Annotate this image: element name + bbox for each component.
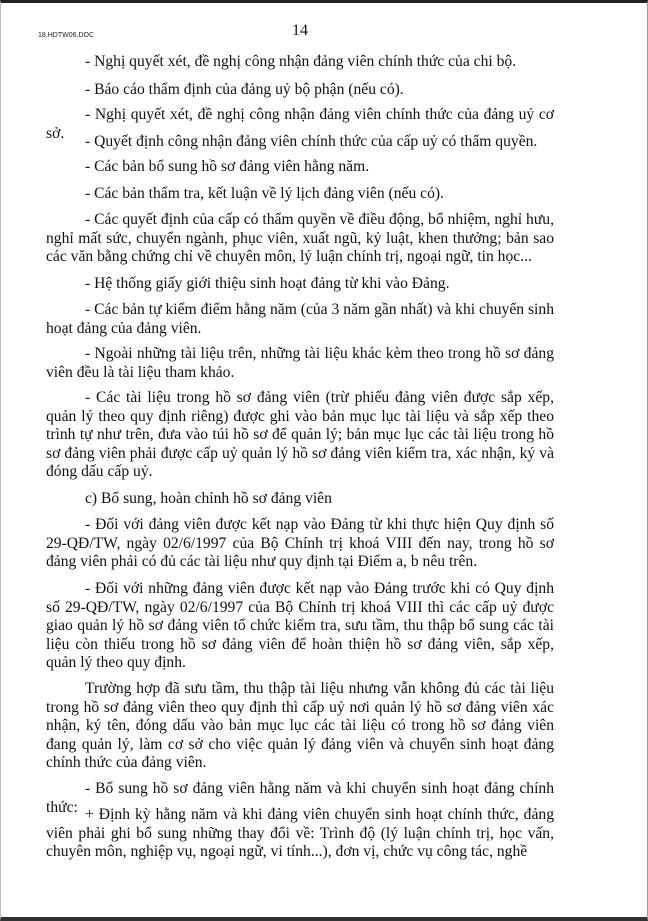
paragraph: - Các bản tự kiểm điểm hằng năm (của 3 năm gần nhất) và khi chuyển sinh hoạt đảng của đảng viên. (46, 301, 554, 337)
paragraph: - Đối với những đảng viên được kết nạp vào Đảng trước khi có Quy định số 29-QĐ/TW, ngày 02/6/1997 của Bộ Chính trị khoá VIII thì các cấp uỷ được giao quản lý hồ sơ đảng viên tổ chức kiểm tra, sưu tầm, thu thập bổ sung các tài liệu còn thiếu trong hồ sơ đảng viên để hoàn thiện hồ sơ đảng viên, sắp xếp, quản lý theo quy định. (46, 580, 554, 672)
paragraph: - Các quyết định của cấp có thẩm quyền về điều động, bổ nhiệm, nghỉ hưu, nghỉ mất sức, chuyển ngành, phục viên, xuất ngũ, kỷ luật, khen thưởng; bản sao các văn bằng chứng chỉ về chuyên môn, lý luận chính trị, ngoại ngữ, tin học... (46, 211, 554, 266)
paragraph: - Các bản thẩm tra, kết luận về lý lịch đảng viên (nếu có). (85, 185, 444, 202)
paragraph: - Các bản bổ sung hồ sơ đảng viên hằng năm. (85, 158, 370, 175)
paragraph: - Báo cáo thẩm định của đảng uỷ bộ phận (nếu có). (85, 81, 404, 98)
paragraph: - Nghị quyết xét, đề nghị công nhận đảng viên chính thức của đảng uỷ cơ sở. (46, 106, 554, 142)
paragraph: - Ngoài những tài liệu trên, những tài liệu khác kèm theo trong hồ sơ đảng viên đều là tài liệu tham khảo. (46, 345, 554, 381)
paragraph: - Bổ sung hồ sơ đảng viên hằng năm và khi chuyển sinh hoạt đảng chính thức: (46, 780, 554, 816)
paragraph: - Hệ thống giấy giới thiệu sinh hoạt đảng từ khi vào Đảng. (85, 275, 450, 292)
section-heading: c) Bổ sung, hoàn chỉnh hồ sơ đảng viên (85, 490, 332, 507)
paragraph: Trường hợp đã sưu tầm, thu thập tài liệu nhưng vẫn không đủ các tài liệu trong hồ sơ đảng viên theo quy định thì cấp uỷ nơi quản lý hồ sơ đảng viên xác nhận, ký tên, đóng dấu vào bản mục lục các tài liệu có trong hồ sơ đảng viên đang quản lý, làm cơ sở cho việc quản lý đảng viên và chuyển sinh hoạt đảng chính thức của đảng viên. (46, 680, 554, 772)
paragraph: - Các tài liệu trong hồ sơ đảng viên (trừ phiếu đảng viên được sắp xếp, quản lý theo quy định riêng) được ghi vào bản mục lục tài liệu và sắp xếp theo trình tự như trên, đưa vào túi hồ sơ để quản lý; bản mục lục các tài liệu trong hồ sơ đảng viên phải được cấp uỷ quản lý hồ sơ đảng viên kiểm tra, xác nhận, ký và đóng dấu cấp uỷ. (46, 389, 554, 481)
paragraph: + Định kỳ hằng năm và khi đảng viên chuyển sinh hoạt chính thức, đảng viên phải ghi bổ sung những thay đổi về: Trình độ (lý luận chính trị, học vấn, chuyên môn, nghiệp vụ, ngoại ngữ, vi tính...), đơn vị, chức vụ công tác, nghề (46, 806, 554, 861)
paragraph: - Đối với đảng viên được kết nạp vào Đảng từ khi thực hiện Quy định số 29-QĐ/TW, ngày 02/6/1997 của Bộ Chính trị khoá VIII đến nay, trong hồ sơ đảng viên phải có đủ các tài liệu như quy định tại Điểm a, b nêu trên. (46, 516, 554, 571)
file-name-header: 18.HDTW06.DOC (38, 32, 95, 39)
page-number: 14 (292, 22, 308, 39)
paragraph: - Nghị quyết xét, đề nghị công nhận đảng viên chính thức của chi bộ. (85, 53, 517, 70)
paragraph: - Quyết định công nhận đảng viên chính thức của cấp uỷ có thẩm quyền. (85, 133, 538, 150)
